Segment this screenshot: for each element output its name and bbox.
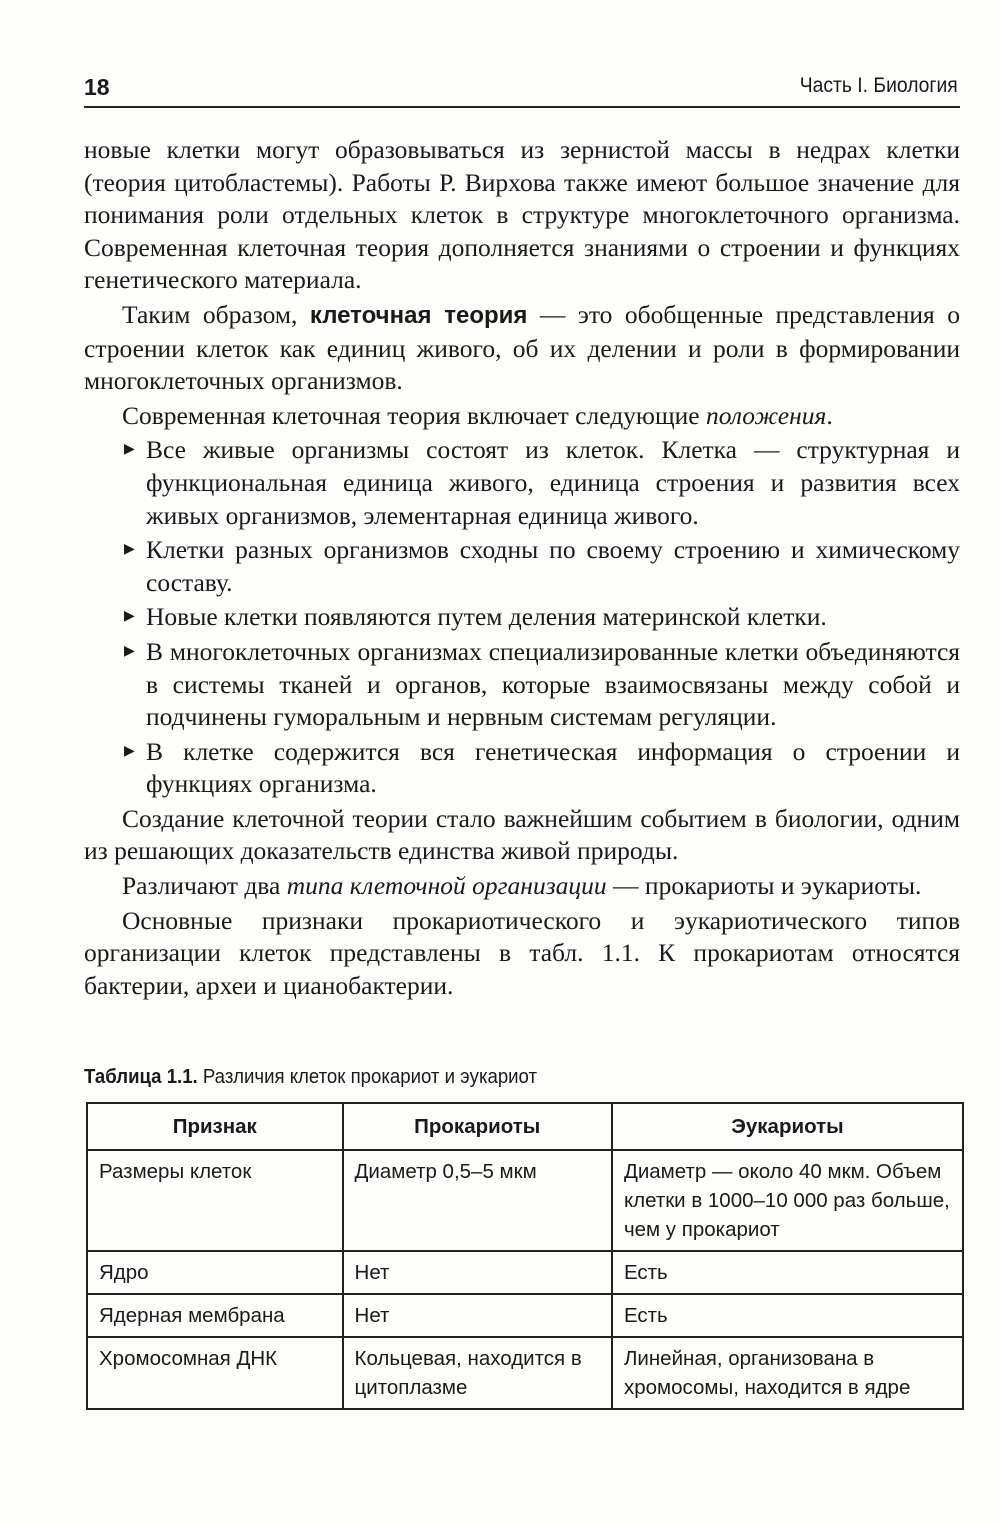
running-head: Часть I. Биология	[800, 74, 958, 97]
list-item-text: В многоклеточных организмах специализированные клетки объединяются в системы тканей и органов, которые взаимосвязаны между собой и подчинены гуморальным и нервным системам регуляции.	[146, 636, 960, 732]
italic-term: положения	[705, 400, 827, 430]
list-item	[84, 736, 960, 801]
triangle-right-icon: ▶	[124, 609, 135, 625]
paragraph-significance: Создание клеточной теории стало важнейшим событием в биологии, одним из решающих доказательств единства живой природы.	[84, 803, 960, 866]
list-item	[84, 534, 960, 599]
table-cell: Нет	[343, 1294, 612, 1337]
table-cell: Размеры клеток	[87, 1150, 343, 1251]
page-number: 18	[84, 74, 110, 100]
list-item-text: Все живые организмы состоят из клеток. Клетка — структурная и функциональная единица живого, единица строения и развития всех живых организмов, элементарная единица живого.	[146, 435, 960, 530]
paragraph-text: Различают два	[122, 871, 287, 901]
table-cell: Нет	[343, 1251, 612, 1294]
table-cell: Кольцевая, находится в цитоплазме	[343, 1337, 612, 1409]
table-cell: Диаметр — около 40 мкм. Объем клетки в 1000–10 000 раз больше, чем у прокариот	[612, 1150, 963, 1251]
list-item	[84, 636, 960, 734]
paragraph-continuation: новые клетки могут образовываться из зернистой массы в недрах клетки (теория цитобластемы). Работы Р. Вирхова также имеют большое значение для понимания роли отдельных клеток в структуре многоклеточного организма. Современная клеточная теория дополняется знаниями о строении и функциях генетического материала.	[84, 135, 960, 295]
triangle-right-icon: ▶	[124, 542, 135, 558]
paragraph-intro-list	[84, 400, 960, 433]
body-text	[84, 134, 960, 1004]
paragraph-table-ref: Основные признаки прокариотического и эукариотического типов организации клеток представлены в табл. 1.1. К прокариотам относятся бактерии, археи и цианобактерии.	[84, 905, 960, 1000]
paragraph-text: — это обобщенные представления о строении клеток как единиц живого, об их делении и роли в формировании многоклеточных организмов.	[84, 299, 960, 396]
table-caption	[84, 1066, 537, 1089]
table-row	[87, 1337, 963, 1409]
table-cell: Линейная, организована в хромосомы, находится в ядре	[612, 1337, 963, 1409]
table-row	[87, 1251, 963, 1294]
table-cell: Есть	[612, 1294, 963, 1337]
theory-list	[84, 434, 960, 801]
italic-term: типа клеточной организации	[286, 871, 607, 901]
table-cell: Ядерная мембрана	[87, 1294, 343, 1337]
bold-term: клеточная теория	[309, 301, 528, 329]
header-rule	[84, 106, 960, 108]
column-header-feature: Признак	[87, 1103, 343, 1150]
table-cell: Есть	[612, 1251, 963, 1294]
paragraph-text: Современная клеточная теория включает следующие	[122, 400, 706, 430]
table-caption-text: Различия клеток прокариот и эукариот	[197, 1066, 538, 1088]
list-item-text: Новые клетки появляются путем деления материнской клетки.	[146, 602, 827, 632]
triangle-right-icon: ▶	[124, 743, 135, 759]
table-cell: Хромосомная ДНК	[87, 1337, 343, 1409]
paragraph-types	[84, 870, 960, 903]
paragraph-text: — прокариоты и эукариоты.	[606, 871, 922, 901]
table-row	[87, 1294, 963, 1337]
column-header-eukaryotes: Эукариоты	[612, 1103, 963, 1150]
paragraph-text: .	[826, 400, 833, 430]
list-item	[84, 601, 960, 634]
table-cell: Ядро	[87, 1251, 343, 1294]
triangle-right-icon: ▶	[124, 643, 135, 659]
table-row	[87, 1150, 963, 1251]
paragraph-definition	[84, 299, 960, 398]
table-caption-label: Таблица 1.1.	[84, 1066, 198, 1088]
list-item-text: В клетке содержится вся генетическая информация о строении и функциях организма.	[146, 736, 960, 799]
table-header-row	[87, 1103, 963, 1150]
table-cell: Диаметр 0,5–5 мкм	[343, 1150, 612, 1251]
comparison-table	[86, 1102, 964, 1410]
column-header-prokaryotes: Прокариоты	[343, 1103, 612, 1150]
list-item	[84, 434, 960, 532]
paragraph-text: Таким образом,	[122, 299, 310, 329]
triangle-right-icon: ▶	[124, 442, 135, 458]
list-item-text: Клетки разных организмов сходны по своему строению и химическому составу.	[146, 535, 960, 597]
